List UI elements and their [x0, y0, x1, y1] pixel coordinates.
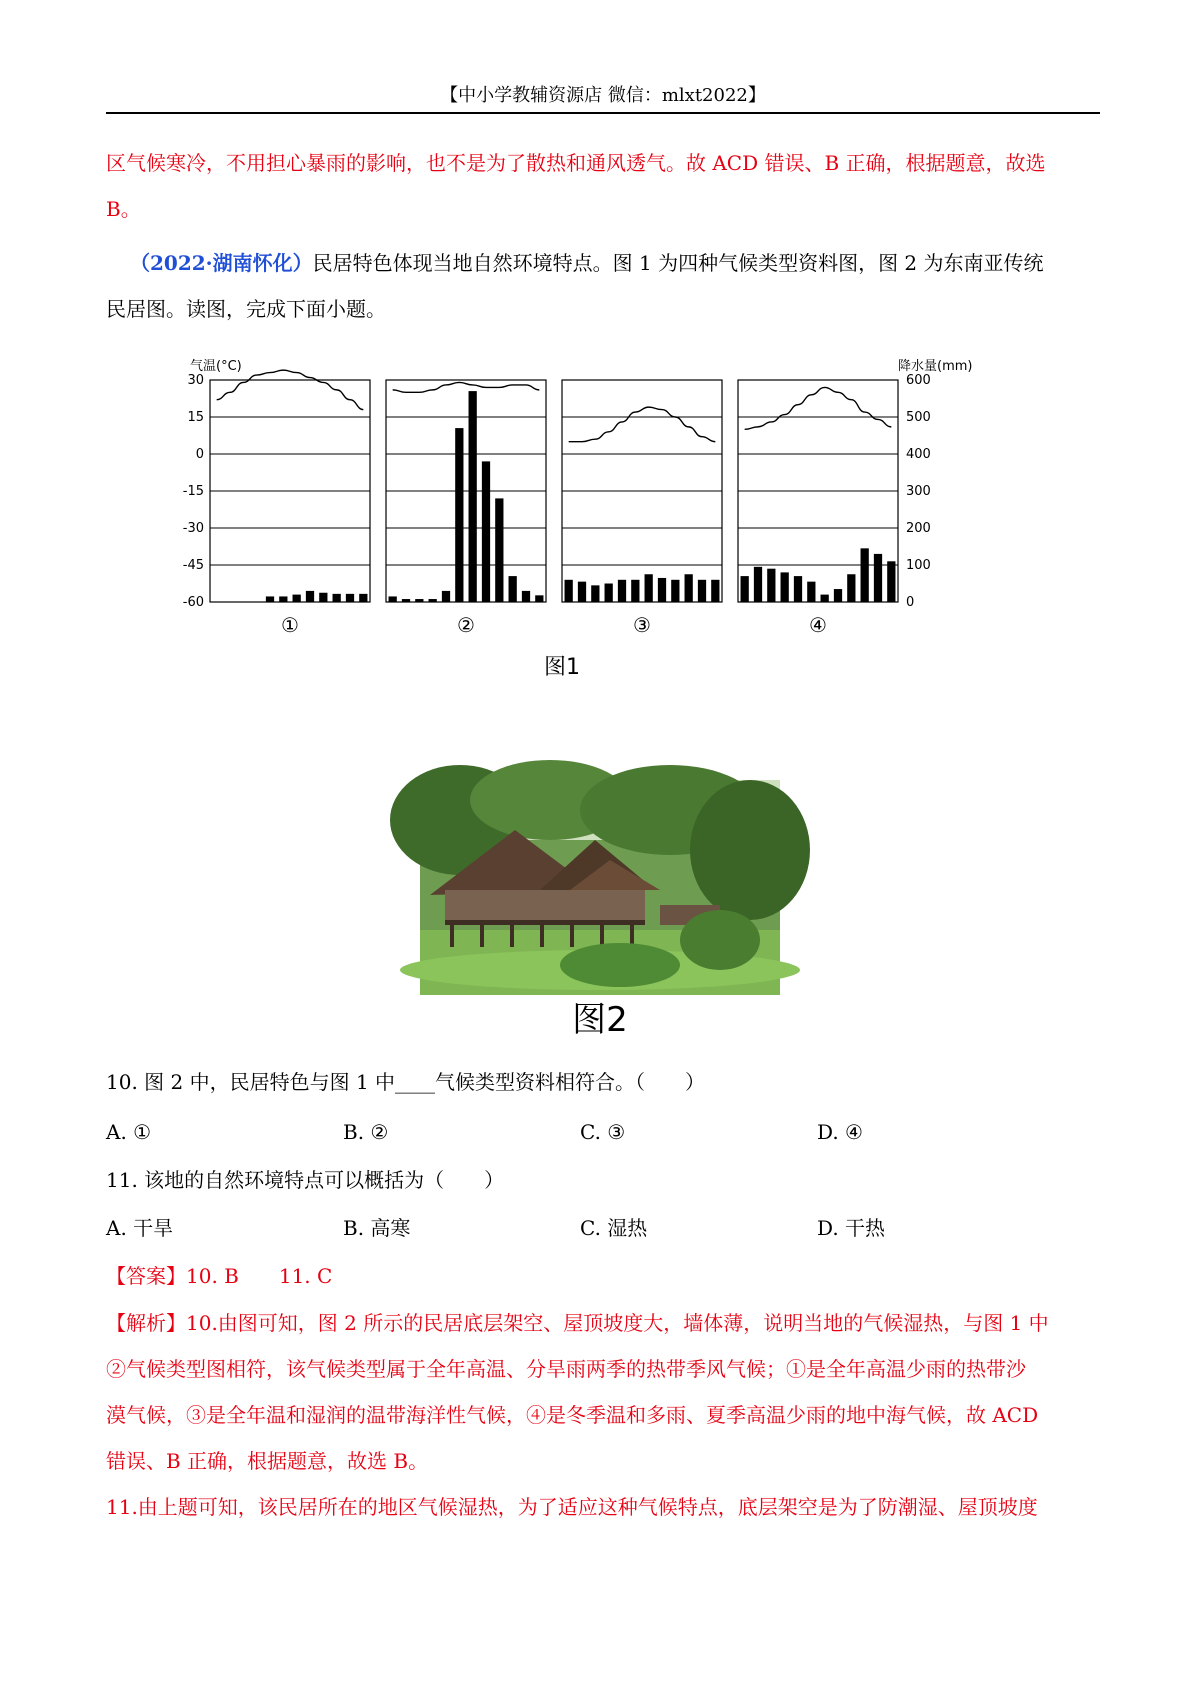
panel-label: ③	[633, 613, 651, 637]
right-tick-label: 300	[906, 484, 931, 499]
right-tick-label: 500	[906, 410, 931, 425]
precipitation-bar	[671, 580, 679, 602]
precipitation-bar	[834, 589, 842, 602]
temperature-curve	[217, 370, 364, 409]
right-tick-label: 200	[906, 521, 931, 536]
precipitation-bar	[605, 584, 613, 603]
analysis-line-2: ②气候类型图相符，该气候类型属于全年高温、分旱雨两季的热带季风气候；①是全年高温少雨的热带沙	[106, 1357, 1026, 1381]
precipitation-bar	[319, 593, 327, 602]
precipitation-bar	[578, 582, 586, 602]
left-tick-label: -15	[182, 484, 204, 499]
q11-option-d[interactable]: D. 干热	[817, 1216, 886, 1240]
temperature-curve	[745, 387, 892, 429]
right-tick-label: 600	[906, 373, 931, 388]
precipitation-bar	[333, 594, 341, 602]
precipitation-bar	[807, 582, 815, 602]
precipitation-bar	[821, 595, 829, 602]
right-tick-label: 100	[906, 558, 931, 573]
precipitation-bar	[861, 548, 869, 602]
q11-option-a[interactable]: A. 干旱	[106, 1216, 174, 1240]
right-tick-label: 400	[906, 447, 931, 462]
chart-title: 图1	[544, 655, 580, 680]
right-tick-label: 0	[906, 595, 915, 610]
panel-label: ②	[457, 613, 475, 637]
analysis-line-1: 【解析】10.由图可知，图 2 所示的民居底层架空、屋顶坡度大，墙体薄，说明当地的气候湿热，与图 1 中	[106, 1311, 1049, 1335]
question-stem-line-2: 民居图。读图，完成下面小题。	[106, 297, 386, 321]
answer-line: 【答案】10. B 11. C	[106, 1264, 333, 1288]
precipitation-bar	[266, 596, 274, 602]
precipitation-bar	[469, 391, 477, 602]
precipitation-bar	[522, 591, 530, 602]
precipitation-bar	[698, 580, 706, 602]
header-divider	[106, 112, 1100, 114]
panel-label: ①	[281, 613, 299, 637]
page-header: 【中小学教辅资源店 微信：mlxt2022】	[440, 85, 766, 106]
previous-analysis-line-2: B。	[106, 197, 141, 221]
analysis-line-4: 错误、B 正确，根据题意，故选 B。	[106, 1449, 429, 1473]
precipitation-bar	[455, 428, 463, 602]
q10-stem: 10. 图 2 中，民居特色与图 1 中____气候类型资料相符合。（ ）	[106, 1070, 706, 1094]
left-tick-label: -30	[182, 521, 204, 536]
precipitation-bar	[482, 461, 490, 602]
precipitation-bar	[389, 596, 397, 602]
figure-2-caption: 图2	[572, 1000, 628, 1040]
precipitation-bar	[631, 580, 639, 602]
precipitation-bar	[618, 580, 626, 602]
precipitation-bar	[429, 599, 437, 602]
question-source: （2022·湖南怀化）	[130, 251, 313, 275]
q11-option-c[interactable]: C. 湿热	[580, 1216, 648, 1240]
precipitation-bar	[711, 580, 719, 602]
left-tick-label: 0	[195, 447, 204, 462]
precipitation-bar	[293, 595, 301, 602]
precipitation-bar	[781, 572, 789, 602]
precipitation-bar	[591, 585, 599, 602]
precipitation-bar	[535, 595, 543, 602]
stilt-house-photo	[420, 780, 780, 995]
q11-option-b[interactable]: B. 高寒	[343, 1216, 411, 1240]
precipitation-bar	[565, 580, 573, 602]
precipitation-bar	[658, 578, 666, 602]
precipitation-bar	[887, 561, 895, 602]
y-axis-left-label: 气温(°C)	[190, 359, 242, 374]
precipitation-bar	[767, 569, 775, 602]
precipitation-bar	[306, 591, 314, 602]
precipitation-bar	[874, 554, 882, 602]
left-tick-label: 30	[187, 373, 204, 388]
analysis-line-5: 11.由上题可知，该民居所在的地区气候湿热，为了适应这种气候特点，底层架空是为了防潮湿、屋顶坡度	[106, 1495, 1038, 1519]
figure-2	[420, 780, 780, 1048]
left-tick-label: -60	[182, 595, 204, 610]
panel-label: ④	[809, 613, 827, 637]
left-tick-label: 15	[187, 410, 204, 425]
precipitation-bar	[754, 567, 762, 602]
analysis-line-3: 漠气候，③是全年温和湿润的温带海洋性气候，④是冬季温和多雨、夏季高温少雨的地中海气候，故 ACD	[106, 1403, 1039, 1427]
precipitation-bar	[685, 574, 693, 602]
q10-option-b[interactable]: B. ②	[343, 1120, 389, 1144]
climate-chart-figure	[182, 352, 1040, 722]
question-stem-text: 民居特色体现当地自然环境特点。图 1 为四种气候类型资料图，图 2 为东南亚传统	[312, 251, 1044, 275]
precipitation-bar	[346, 594, 354, 602]
precipitation-bar	[442, 591, 450, 602]
precipitation-bar	[359, 594, 367, 602]
precipitation-bar	[741, 576, 749, 602]
y-axis-right-label: 降水量(mm)	[898, 359, 973, 374]
temperature-curve	[393, 382, 540, 392]
precipitation-bar	[495, 498, 503, 602]
precipitation-bar	[847, 574, 855, 602]
q11-stem: 11. 该地的自然环境特点可以概括为（ ）	[106, 1168, 505, 1192]
previous-analysis-line-1: 区气候寒冷，不用担心暴雨的影响，也不是为了散热和通风透气。故 ACD 错误、B 正确，根据题意，故选	[106, 151, 1046, 175]
q10-option-d[interactable]: D. ④	[817, 1120, 863, 1144]
precipitation-bar	[415, 599, 423, 602]
precipitation-bar	[794, 576, 802, 602]
precipitation-bar	[402, 599, 410, 602]
left-tick-label: -45	[182, 558, 204, 573]
precipitation-bar	[645, 574, 653, 602]
temperature-curve	[569, 407, 716, 442]
q10-option-a[interactable]: A. ①	[106, 1120, 152, 1144]
precipitation-bar	[279, 596, 287, 602]
precipitation-bar	[509, 576, 517, 602]
question-stem-line-1	[130, 240, 1100, 286]
q10-option-c[interactable]: C. ③	[580, 1120, 626, 1144]
